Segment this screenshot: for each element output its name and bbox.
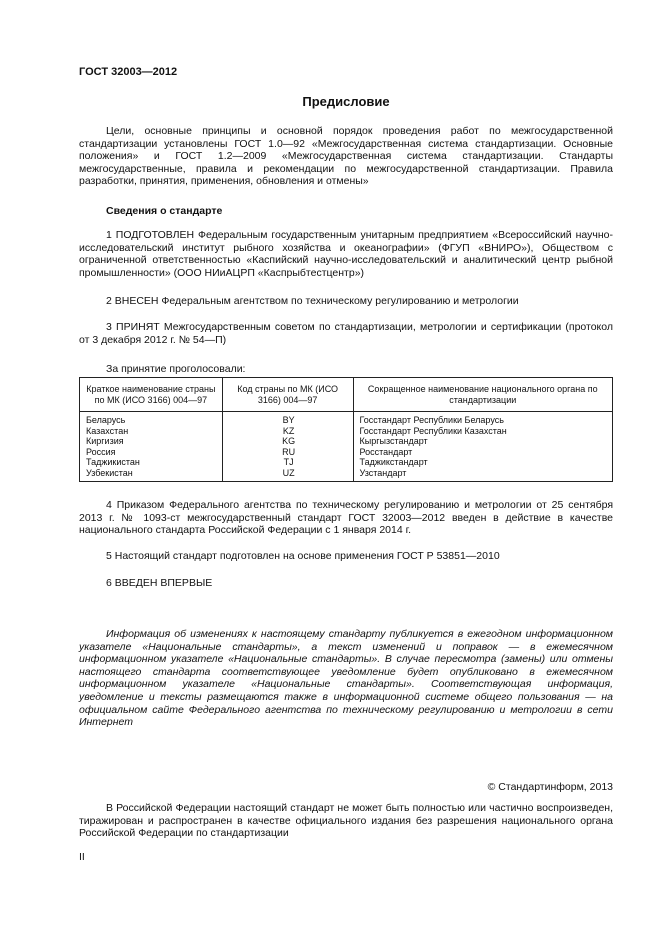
- item-5-basis: 5 Настоящий стандарт подготовлен на основе применения ГОСТ Р 53851—2010: [106, 550, 500, 562]
- item-4-order: 4 Приказом Федерального агентства по техническому регулированию и метрологии от 25 сентября 2013 г. № 1093-ст межгосударственный стандарт ГОСТ 32003—2012 введен в действие в качестве национального стандарта Российской Федерации с 1 января 2014 г.: [79, 499, 613, 537]
- rights-notice: В Российской Федерации настоящий стандарт не может быть полностью или частично воспроизведен, тиражирован и распространен в качестве официального издания без разрешения национального органа Российской Федерации по стандартизации: [79, 802, 613, 840]
- table-row: [80, 426, 613, 437]
- country-cell: Казахстан: [80, 426, 223, 437]
- code-cell: UZ: [222, 468, 353, 482]
- code-cell: RU: [222, 447, 353, 458]
- copyright: © Стандартинформ, 2013: [487, 781, 613, 793]
- page-title: Предисловие: [302, 94, 390, 109]
- vote-label: За принятие проголосовали:: [106, 363, 246, 375]
- country-cell: Узбекистан: [80, 468, 223, 482]
- country-cell: Таджикистан: [80, 457, 223, 468]
- body-cell: Узстандарт: [353, 468, 613, 482]
- table-row: [80, 457, 613, 468]
- item-6-first-introduced: 6 ВВЕДЕН ВПЕРВЫЕ: [106, 577, 213, 589]
- body-cell: Госстандарт Республики Казахстан: [353, 426, 613, 437]
- country-cell: Россия: [80, 447, 223, 458]
- item-3-adopted: 3 ПРИНЯТ Межгосударственным советом по стандартизации, метрологии и сертификации (протокол от 3 декабря 2012 г. № 54—П): [79, 321, 613, 346]
- country-cell: Беларусь: [80, 412, 223, 426]
- table-row: [80, 468, 613, 482]
- code-cell: TJ: [222, 457, 353, 468]
- code-cell: BY: [222, 412, 353, 426]
- body-cell: Росстандарт: [353, 447, 613, 458]
- voting-table: [79, 377, 613, 482]
- table-row: [80, 412, 613, 426]
- table-header-body: Сокращенное наименование национального органа по стандартизации: [353, 378, 613, 412]
- table-row: [80, 436, 613, 447]
- body-cell: Госстандарт Республики Беларусь: [353, 412, 613, 426]
- item-2-introduced: 2 ВНЕСЕН Федеральным агентством по техническому регулированию и метрологии: [106, 295, 519, 307]
- body-cell: Кыргызстандарт: [353, 436, 613, 447]
- info-heading: Сведения о стандарте: [106, 205, 223, 217]
- code-cell: KG: [222, 436, 353, 447]
- table-header-code: Код страны по МК (ИСО 3166) 004—97: [222, 378, 353, 412]
- page-number: II: [79, 851, 85, 863]
- item-1-prepared: 1 ПОДГОТОВЛЕН Федеральным государственным унитарным предприятием «Всероссийский научно-исследовательский институт рыбного хозяйства и океанографии» (ФГУП «ВНИРО»), Обществом с ограниченной ответственностью «Каспийский научно-исследовательский и аналитический центр рыбной промышленности» (ООО НИиАЦРП «Каспрыбтестцентр»): [79, 229, 613, 279]
- table-header-country: Краткое наименование страны по МК (ИСО 3166) 004—97: [80, 378, 223, 412]
- country-cell: Киргизия: [80, 436, 223, 447]
- table-row: [80, 447, 613, 458]
- document-header: ГОСТ 32003—2012: [79, 66, 178, 78]
- body-cell: Таджикстандарт: [353, 457, 613, 468]
- changes-notice: Информация об изменениях к настоящему стандарту публикуется в ежегодном информационном указателе «Национальные стандарты», а текст изменений и поправок — в ежемесячном информационном указателе «Национальные стандарты». В случае пересмотра (замены) или отмены настоящего стандарта соответствующее уведомление будет опубликовано в ежемесячном информационном указателе «Национальные стандарты». Соответствующая информация, уведомление и тексты размещаются также в информационной системе общего пользования — на официальном сайте Федерального агентства по техническому регулированию и метрологии в сети Интернет: [79, 628, 613, 729]
- code-cell: KZ: [222, 426, 353, 437]
- intro-paragraph: Цели, основные принципы и основной порядок проведения работ по межгосударственной стандартизации установлены ГОСТ 1.0—92 «Межгосударственная система стандартизации. Основные положения» и ГОСТ 1.2—2009 «Межгосударственная система стандартизации. Стандарты межгосударственные, правила и рекомендации по межгосударственной стандартизации. Правила разработки, принятия, применения, обновления и отмены»: [79, 125, 613, 188]
